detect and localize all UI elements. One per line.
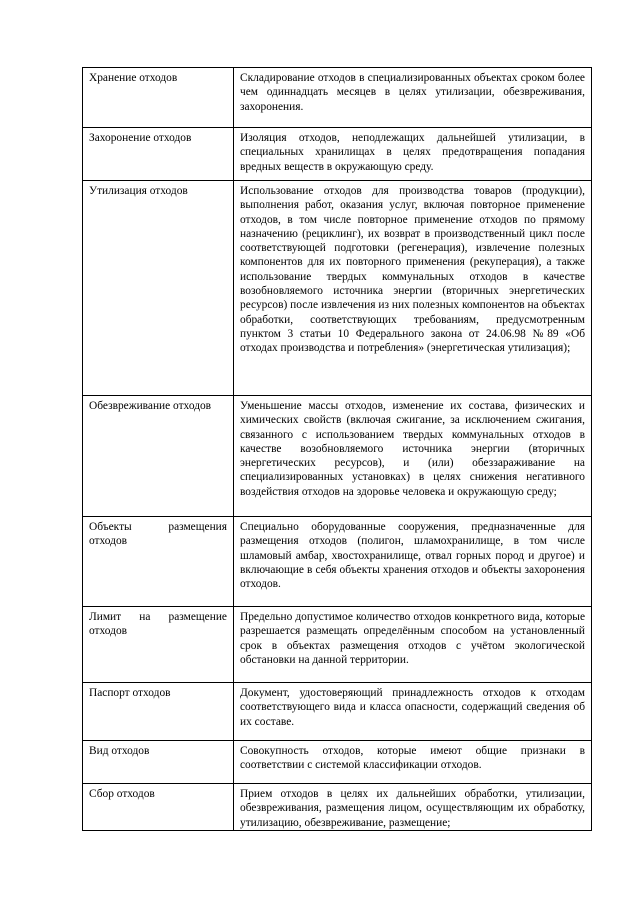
definition-cell: Документ, удостоверяющий принадлежность отходов к отходам соответствующего вида и класса опасности, содержащий сведения об их составе. <box>234 683 592 741</box>
term-cell: Обезвреживание отходов <box>83 396 234 517</box>
definition-cell: Использование отходов для производства товаров (продукции), выполнения работ, оказания услуг, включая повторное применение отходов, в том числе повторное применение отходов по прямому назначению (рециклинг), их возврат в производственный цикл после соответствующей подготовки (регенерация), извлечение полезных компонентов для их повторного применения (рекуперация), а также использование твердых коммунальных отходов в качестве возобновляемого источника энергии (вторичных энергетических ресурсов) после извлечения из них полезных компонентов на объектах обработки, соответствующих требованиям, предусмотренным пунктом 3 статьи 10 Федерального закона от 24.06.98 №89 «Об отходах производства и потребления» (энергетическая утилизация); <box>234 181 592 396</box>
term-cell: Паспорт отходов <box>83 683 234 741</box>
table-row <box>83 396 592 517</box>
term-cell: Утилизация отходов <box>83 181 234 396</box>
table-row <box>83 607 592 683</box>
table-row <box>83 683 592 741</box>
definition-cell: Изоляция отходов, неподлежащих дальнейшей утилизации, в специальных хранилищах в целях предотвращения попадания вредных веществ в окружающую среду. <box>234 128 592 181</box>
definition-cell: Уменьшение массы отходов, изменение их состава, физических и химических свойств (включая сжигание, за исключением сжигания, связанного с использованием твердых коммунальных отходов в качестве возобновляемого источника энергии (вторичных энергетических ресурсов), и (или) обеззараживание на специализированных установках) в целях снижения негативного воздействия отходов на здоровье человека и окружающую среду; <box>234 396 592 517</box>
term-cell: Хранение отходов <box>83 68 234 128</box>
definition-cell: Складирование отходов в специализированных объектах сроком более чем одиннадцать месяцев в целях утилизации, обезвреживания, захоронения. <box>234 68 592 128</box>
term-cell: Захоронение отходов <box>83 128 234 181</box>
definition-cell: Специально оборудованные сооружения, предназначенные для размещения отходов (полигон, шламохранилище, в том числе шламовый амбар, хвостохранилище, отвал горных пород и другое) и включающие в себя объекты хранения отходов и объекты захоронения отходов. <box>234 517 592 607</box>
table-row <box>83 784 592 831</box>
table-row <box>83 68 592 128</box>
table-row <box>83 181 592 396</box>
term-cell: Сбор отходов <box>83 784 234 831</box>
definition-cell: Прием отходов в целях их дальнейших обработки, утилизации, обезвреживания, размещения лицом, осуществляющим их обработку, утилизацию, обезвреживание, размещение; <box>234 784 592 831</box>
term-cell: Вид отходов <box>83 741 234 784</box>
definition-cell: Предельно допустимое количество отходов конкретного вида, которые разрешается размещать определённым способом на установленный срок в объектах размещения отходов с учётом экологической обстановки на данной территории. <box>234 607 592 683</box>
glossary-table <box>82 67 592 831</box>
definition-cell: Совокупность отходов, которые имеют общие признаки в соответствии с системой классификации отходов. <box>234 741 592 784</box>
term-cell: Лимит на размещение отходов <box>83 607 234 683</box>
table-row <box>83 741 592 784</box>
table-row <box>83 128 592 181</box>
term-cell: Объекты размещения отходов <box>83 517 234 607</box>
table-row <box>83 517 592 607</box>
